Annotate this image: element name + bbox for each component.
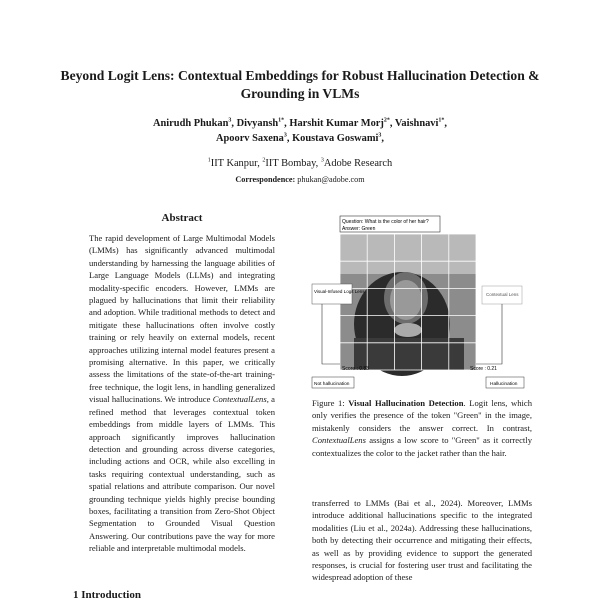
affiliations: $^1$IIT Kanpur, $^2$IIT Bombay, $^3$Adobe Research xyxy=(207,157,393,169)
right-label: Contextual Lens xyxy=(486,292,519,297)
author: Koustava Goswami$^3$ xyxy=(292,132,382,144)
score-right: Score : 0.21 xyxy=(470,366,497,372)
section-heading-introduction: 1 Introduction xyxy=(73,589,141,601)
figure-caption: Figure 1: Visual Hallucination Detection. Logit lens, which only verifies the presence of the token "Green" in the image, mistakenly considers the answer correct. In contrast, ContextualLens assigns a low score to "Green" as it correctly contextualizes the color to the jacket rather than the hair. xyxy=(312,398,532,458)
author: Vaishnavi$^{1*}$ xyxy=(394,117,445,129)
author: Divyansh$^{1*}$ xyxy=(236,117,285,129)
abstract-text: The rapid development of Large Multimodal Models (LMMs) has significantly advanced multimodal understanding by harnessing the language abilities of Large Language Models (LLMs) and integrating modality-specific encoders. However, LMMs are plagued by hallucinations that limit their reliability and adoption. While traditional methods to detect and mitigate these hallucinations often involve costly training or rely heavily on external models, recent approaches utilizing internal model features present a promising alternative. In this paper, we critically assess the limitations of the state-of-the-art training-free technique, the logit lens, in handling generalized visual hallucinations. We introduce ContextualLens, a refined method that leverages contextual token embeddings from middle layers of LMMs. This approach significantly improves hallucination detection and grounding across diverse categories, including actions and OCR, while also excelling in tasks requiring contextual understanding, such as spatial relations and attribute comparison. Our novel grounding technique yields highly precise bounding boxes, facilitating a transition from Zero-Shot Object Segmentation to Grounded Visual Question Answering. Our contributions pave the way for more reliable and interpretable multimodal models. xyxy=(89,233,275,554)
verdict-right: Hallucination xyxy=(490,382,518,387)
score-left: Score : 0.83 xyxy=(342,366,369,372)
correspondence-email[interactable]: phukan@adobe.com xyxy=(297,175,365,184)
author: Anirudh Phukan$^3$ xyxy=(153,117,232,129)
author-list: Anirudh Phukan$^3$, Divyansh$^{1*}$, Harshit Kumar Morj$^{2*}$, Vaishnavi$^{1*}$, Apoorv Saxena$^3$, Koustava Goswami$^3$, xyxy=(153,117,447,144)
introduction-body-text: transferred to LMMs (Bai et al., 2024). Moreover, LMMs introduce additional hallucinations specific to the integrated modalities (Liu et al., 2024a). Addressing these hallucinations, both by detecting their occurrence and mitigating their effects, as well as by providing evidence to support the generated responses, is crucial for fostering user trust and facilitating the widespread adoption of these xyxy=(312,498,532,583)
author: Apoorv Saxena$^3$ xyxy=(216,132,287,144)
figure-1 xyxy=(310,214,530,394)
abstract-heading: Abstract xyxy=(161,212,203,224)
figure-question: Question: What is the color of her hair? xyxy=(342,219,429,225)
correspondence: Correspondence: phukan@adobe.com xyxy=(235,175,365,184)
author: Harshit Kumar Morj$^{2*}$ xyxy=(289,117,390,129)
figure-answer: Answer: Green xyxy=(342,226,376,232)
photo-woman xyxy=(340,234,476,376)
verdict-left: Not hallucination xyxy=(314,382,350,387)
left-label: Visual-Infused Logit Lens xyxy=(314,289,365,294)
paper-title: Beyond Logit Lens: Contextual Embeddings for Robust Hallucination Detection & Grounding in VLMs xyxy=(60,68,540,101)
left-label-box xyxy=(312,284,352,304)
